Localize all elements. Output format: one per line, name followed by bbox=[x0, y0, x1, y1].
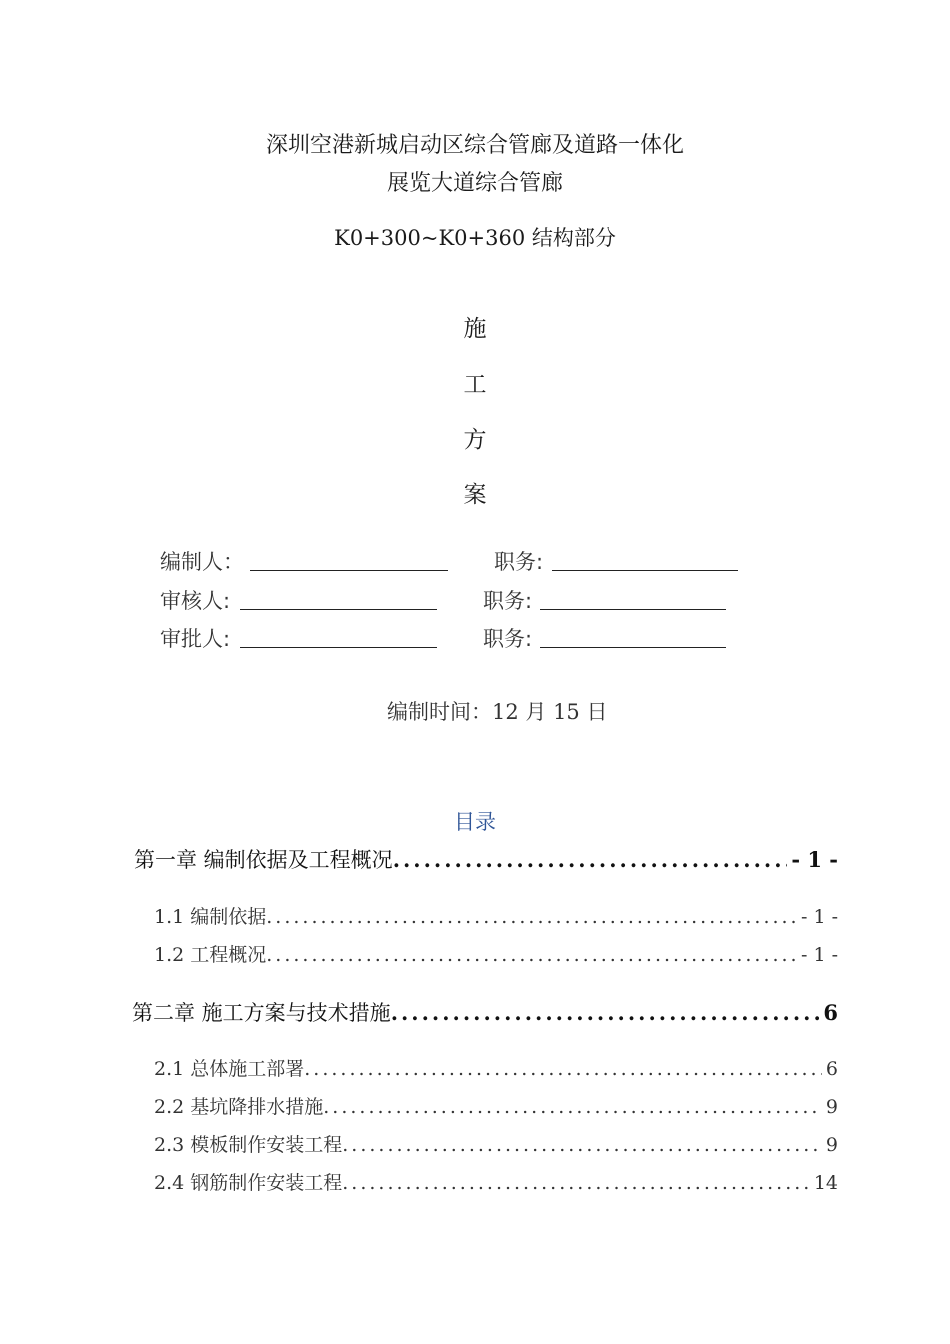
toc-entry-page: - 1 - bbox=[800, 944, 838, 966]
compiler-duty-label: 职务: bbox=[494, 550, 544, 574]
toc-entry-page: 9 bbox=[825, 1134, 838, 1156]
toc-chapter-entry[interactable] bbox=[134, 844, 838, 874]
compiler-label: 编制人： bbox=[160, 550, 244, 574]
toc-leader-dots bbox=[391, 1000, 820, 1025]
toc-entry-label: 2.2 基坑降排水措施 bbox=[154, 1096, 324, 1118]
reviewer-duty-label: 职务: bbox=[483, 589, 533, 613]
toc-chapter-entry[interactable] bbox=[132, 997, 838, 1027]
toc-entry-page: - 1 - bbox=[800, 906, 838, 928]
reviewer-label: 审核人: bbox=[160, 589, 231, 613]
approver-signature-line bbox=[240, 625, 437, 648]
doc-type-char: 案 bbox=[463, 482, 487, 508]
compiler-duty-line bbox=[552, 548, 738, 571]
doc-type-char: 施 bbox=[463, 316, 487, 342]
reviewer-duty-line bbox=[540, 587, 726, 610]
toc-entry-label: 1.1 编制依据 bbox=[154, 906, 267, 928]
toc-entry-label: 第一章 编制依据及工程概况 bbox=[134, 848, 393, 872]
toc-entry-page: 6 bbox=[825, 1058, 838, 1080]
toc-leader-dots bbox=[266, 944, 797, 966]
toc-section-entry[interactable] bbox=[154, 940, 838, 967]
section-code: K0+300~K0+360 结构部分 bbox=[334, 226, 616, 250]
toc-leader-dots bbox=[323, 1096, 822, 1118]
toc-entry-page: 6 bbox=[823, 1000, 838, 1025]
toc-title: 目录 bbox=[454, 810, 496, 834]
toc-entry-page: 9 bbox=[825, 1096, 838, 1118]
toc-leader-dots bbox=[342, 1172, 810, 1194]
doc-type-char: 方 bbox=[463, 427, 487, 453]
toc-entry-label: 2.3 模板制作安装工程 bbox=[154, 1134, 343, 1156]
toc-section-entry[interactable] bbox=[154, 1168, 838, 1195]
document-title-line2: 展览大道综合管廊 bbox=[386, 171, 563, 196]
document-title-line1: 深圳空港新城启动区综合管廊及道路一体化 bbox=[265, 133, 684, 158]
toc-entry-page: 14 bbox=[813, 1172, 838, 1194]
approver-duty-label: 职务: bbox=[483, 627, 533, 651]
toc-entry-page: - 1 - bbox=[791, 847, 838, 872]
toc-leader-dots bbox=[304, 1058, 822, 1080]
toc-leader-dots bbox=[342, 1134, 822, 1156]
toc-section-entry[interactable] bbox=[154, 1092, 838, 1119]
toc-section-entry[interactable] bbox=[154, 1130, 838, 1157]
toc-entry-label: 2.4 钢筋制作安装工程 bbox=[154, 1172, 343, 1194]
toc-leader-dots bbox=[266, 906, 797, 928]
toc-entry-label: 2.1 总体施工部署 bbox=[154, 1058, 305, 1080]
toc-leader-dots bbox=[393, 847, 788, 872]
doc-type-char: 工 bbox=[463, 372, 487, 398]
approver-duty-line bbox=[540, 625, 726, 648]
reviewer-signature-line bbox=[240, 587, 437, 610]
compiler-signature-line bbox=[250, 548, 448, 571]
compile-date: 编制时间：12 月 15 日 bbox=[387, 700, 608, 724]
toc-section-entry[interactable] bbox=[154, 902, 838, 929]
toc-section-entry[interactable] bbox=[154, 1054, 838, 1081]
approver-label: 审批人: bbox=[160, 627, 231, 651]
toc-entry-label: 第二章 施工方案与技术措施 bbox=[132, 1001, 391, 1025]
toc-entry-label: 1.2 工程概况 bbox=[154, 944, 267, 966]
